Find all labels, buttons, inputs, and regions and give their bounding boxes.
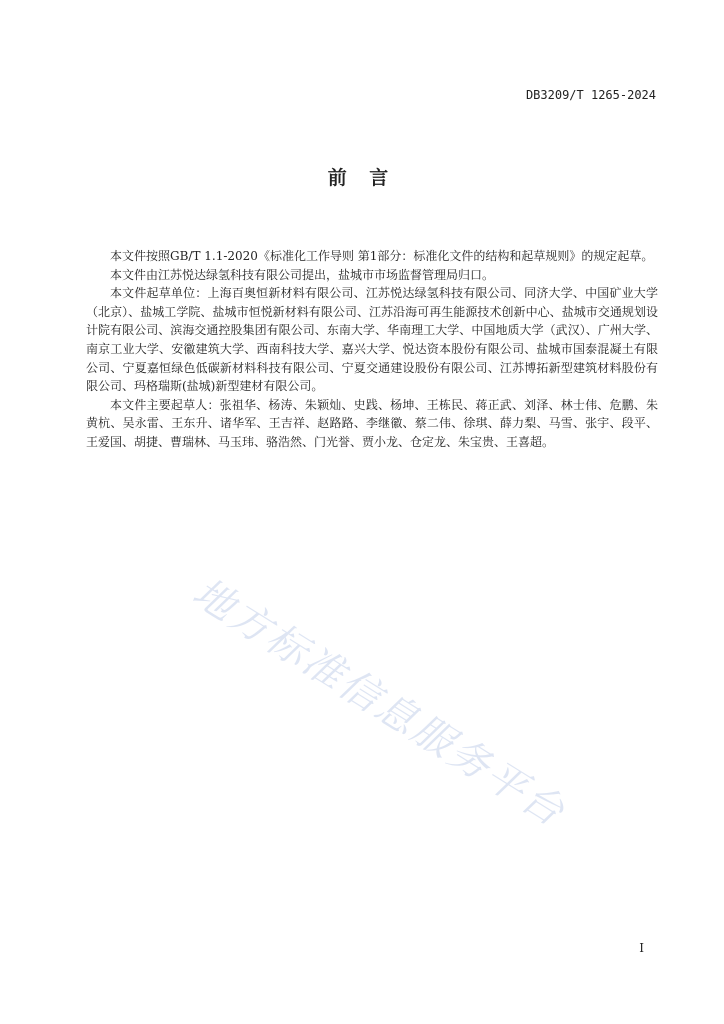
paragraph-drafters: 本文件主要起草人：张祖华、杨涛、朱颖灿、史践、杨坤、王栋民、蒋正武、刘泽、林士伟、危鹏、朱黄杭、吴永雷、王东升、诸华军、王吉祥、赵路路、李继徽、蔡二伟、徐琪、薛力梨、马雪、张宇、段平、王爱国、胡捷、曹瑞林、马玉玮、骆浩然、门光誉、贾小龙、仓定龙、朱宝贵、王喜超。 xyxy=(86,397,658,449)
page-title: 前 言 xyxy=(327,167,397,189)
document-code: DB3209/T 1265-2024 xyxy=(525,88,656,102)
paragraph-standard-basis: 本文件按照GB/T 1.1-2020《标准化工作导则 第1部分：标准化文件的结构和起草规则》的规定起草。 xyxy=(110,249,654,263)
paragraph-proposer: 本文件由江苏悦达绿氢科技有限公司提出，盐城市市场监督管理局归口。 xyxy=(110,267,495,282)
body-content xyxy=(86,247,658,452)
page-number: I xyxy=(639,941,644,955)
watermark: 地方标准信息服务平台 xyxy=(184,569,574,837)
paragraph-drafting-units: 本文件起草单位：上海百奥恒新材料有限公司、江苏悦达绿氢科技有限公司、同济大学、中国矿业大学（北京）、盐城工学院、盐城市恒悦新材料有限公司、江苏沿海可再生能源技术创新中心、盐城市交通规划设计院有限公司、滨海交通控股集团有限公司、东南大学、华南理工大学、中国地质大学（武汉）、广州大学、南京工业大学、安徽建筑大学、西南科技大学、嘉兴大学、悦达资本股份有限公司、盐城市国泰混凝土有限公司、宁夏嘉恒绿色低碳新材料科技有限公司、宁夏交通建设股份有限公司、江苏博拓新型建筑材料股份有限公司、玛格瑞斯(盐城)新型建材有限公司。 xyxy=(86,286,658,394)
